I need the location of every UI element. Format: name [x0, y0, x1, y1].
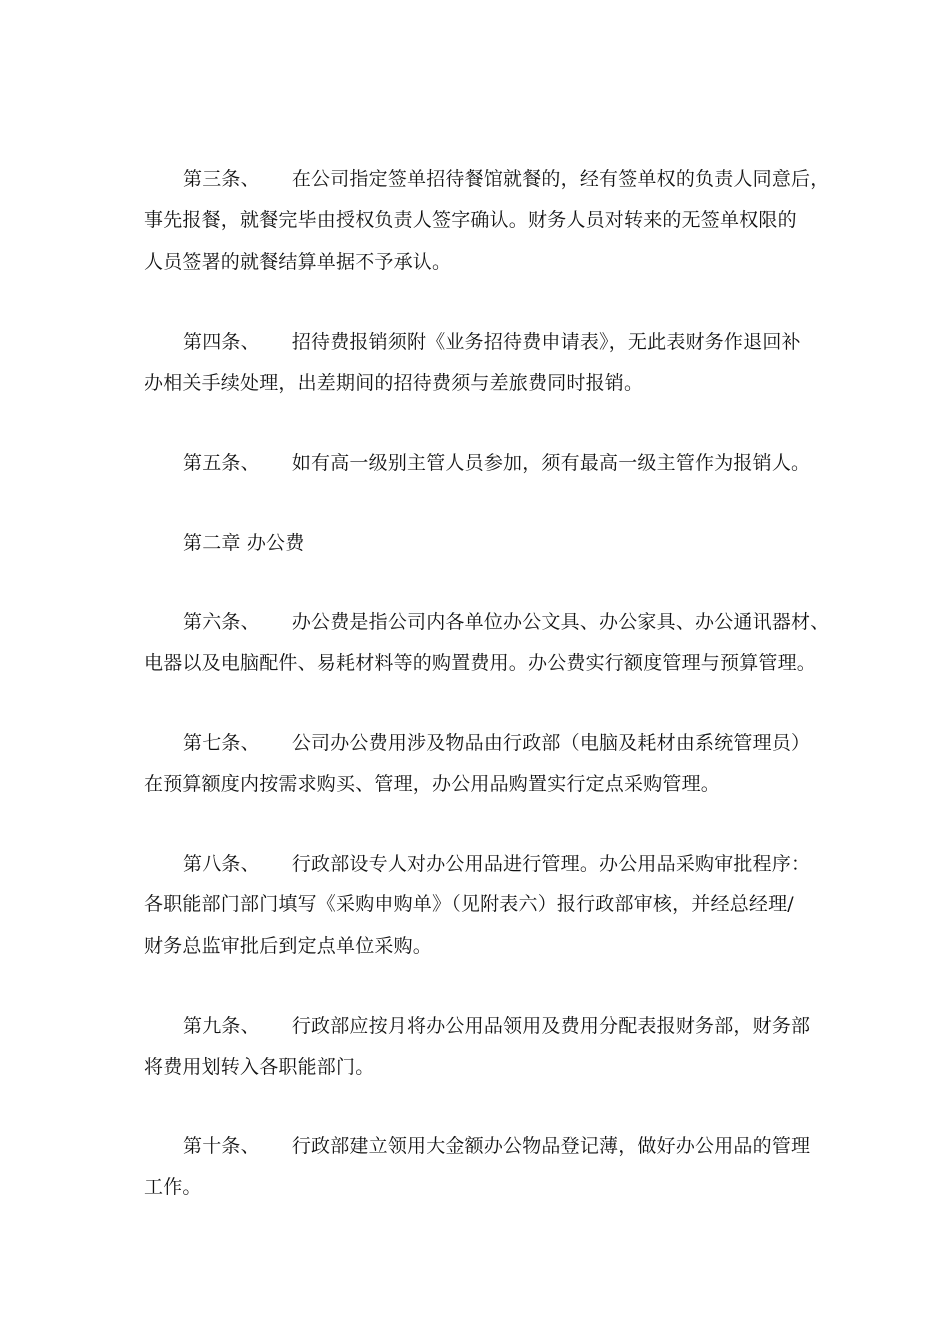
article-7-text-1: 公司办公费用涉及物品由行政部（电脑及耗材由系统管理员）	[291, 732, 811, 754]
article-9-line-2: 将费用划转入各职能部门。	[144, 1056, 375, 1078]
article-3-text-1: 在公司指定签单招待餐馆就餐的，经有签单权的负责人同意后，	[291, 168, 830, 190]
article-5-line-1	[183, 451, 863, 475]
article-7-label: 第七条、	[183, 732, 260, 754]
article-10-label: 第十条、	[183, 1135, 260, 1157]
article-9-label: 第九条、	[183, 1015, 260, 1037]
article-3-label: 第三条、	[183, 168, 260, 190]
article-7-line-2: 在预算额度内按需求购买、管理，办公用品购置实行定点采购管理。	[144, 773, 721, 795]
article-8-text-1: 行政部设专人对办公用品进行管理。办公用品采购审批程序：	[291, 853, 811, 875]
article-5-text-1: 如有高一级别主管人员参加，须有最高一级主管作为报销人。	[291, 452, 811, 474]
article-5-label: 第五条、	[183, 452, 260, 474]
article-6-line-1	[183, 610, 863, 634]
article-8-line-2: 各职能部门部门填写《采购申购单》（见附表六）报行政部审核，并经总经理/	[144, 893, 794, 915]
chapter-2-heading: 第二章 办公费	[183, 532, 305, 554]
article-8-line-3: 财务总监审批后到定点单位采购。	[144, 935, 433, 957]
article-3-line-2: 事先报餐，就餐完毕由授权负责人签字确认。财务人员对转来的无签单权限的	[144, 209, 797, 231]
article-7-line-1	[183, 731, 863, 755]
article-10-text-1: 行政部建立领用大金额办公物品登记薄，做好办公用品的管理	[291, 1135, 811, 1157]
article-6-label: 第六条、	[183, 611, 260, 633]
article-3-line-3: 人员签署的就餐结算单据不予承认。	[144, 251, 452, 273]
article-8-label: 第八条、	[183, 853, 260, 875]
article-4-text-1: 招待费报销须附《业务招待费申请表》，无此表财务作退回补	[291, 331, 801, 353]
article-10-line-1	[183, 1134, 863, 1158]
article-6-line-2: 电器以及电脑配件、易耗材料等的购置费用。办公费实行额度管理与预算管理。	[144, 652, 817, 674]
article-4-line-1	[183, 330, 863, 354]
article-9-line-1	[183, 1014, 863, 1038]
article-6-text-1: 办公费是指公司内各单位办公文具、办公家具、办公通讯器材、	[291, 611, 830, 633]
article-8-line-1	[183, 852, 863, 876]
article-4-label: 第四条、	[183, 331, 260, 353]
article-3-line-1	[183, 167, 863, 191]
article-9-text-1: 行政部应按月将办公用品领用及费用分配表报财务部，财务部	[291, 1015, 811, 1037]
article-4-line-2: 办相关手续处理，出差期间的招待费须与差旅费同时报销。	[144, 372, 644, 394]
article-10-line-2: 工作。	[144, 1176, 202, 1198]
